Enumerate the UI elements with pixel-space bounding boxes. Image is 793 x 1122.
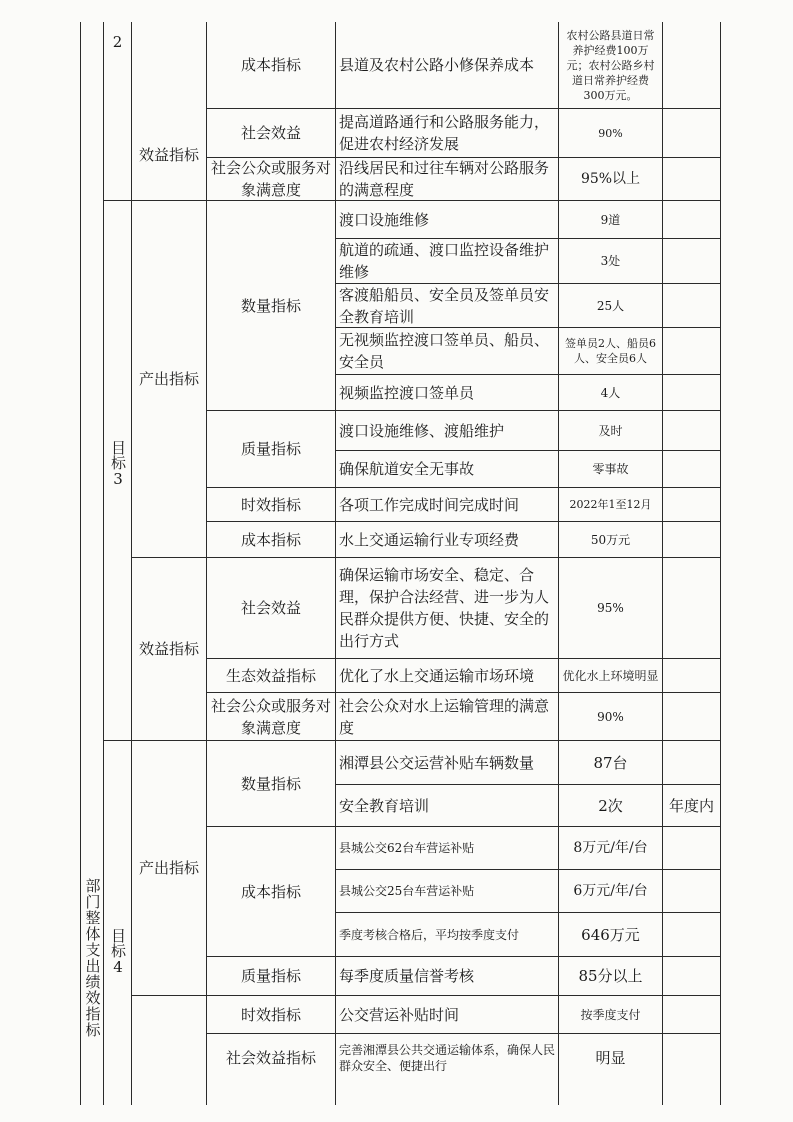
l2-quality: 质量指标 [240, 440, 301, 458]
row-content: 沿线居民和过往车辆对公路服务的满意程度 [339, 159, 550, 199]
l1-output-2: 产出指标 [138, 859, 199, 877]
row-value: 零事故 [592, 462, 629, 476]
l2-timeliness: 时效指标 [240, 495, 301, 514]
row-content: 县城公交62台车营运补贴 [339, 841, 475, 855]
l2-social-benefit: 社会效益 [240, 124, 301, 142]
row-content: 县道及农村公路小修保养成本 [339, 56, 535, 74]
row-value: 农村公路县道日常养护经费100万元；农村公路乡村道日常养护经费300万元。 [566, 28, 655, 102]
row-content: 渡口设施维修 [339, 210, 430, 229]
row-value: 90% [597, 709, 624, 724]
row-value: 2次 [598, 796, 623, 815]
row-value: 按季度支付 [580, 1007, 641, 1022]
l2-social-benefit-3: 社会效益指标 [225, 1049, 316, 1067]
row-value: 90% [598, 126, 623, 140]
row-content: 每季度质量信誉考核 [339, 967, 475, 985]
row-content: 湘潭县公交运营补贴车辆数量 [339, 753, 535, 772]
row-value: 646万元 [581, 925, 640, 944]
l2-cost: 成本指标 [240, 56, 301, 74]
row-value: 87台 [593, 753, 628, 772]
row-value: 明显 [595, 1049, 626, 1067]
l2-satisfaction-2: 社会公众或服务对象满意度 [210, 696, 331, 737]
l2-quantity: 数量指标 [240, 296, 301, 315]
row-value: 9道 [600, 212, 621, 227]
row-value: 25人 [596, 298, 625, 313]
row-content: 优化了水上交通运输市场环境 [339, 666, 535, 685]
row-content: 航道的疏通、渡口监控设备维护维修 [339, 241, 550, 281]
row-value: 8万元/年/台 [573, 840, 648, 856]
l2-quality-2: 质量指标 [240, 967, 301, 985]
row-value: 50万元 [590, 532, 631, 547]
target-2-label: 2 [112, 33, 123, 51]
l2-social-benefit-2: 社会效益 [240, 599, 301, 617]
l1-benefit-2: 效益指标 [138, 640, 199, 658]
row-content: 确保航道安全无事故 [339, 460, 475, 478]
row-content: 视频监控渡口签单员 [339, 383, 475, 402]
l2-cost-2: 成本指标 [240, 530, 301, 549]
l1-benefit-1: 效益指标 [138, 145, 199, 164]
l2-satisfaction: 社会公众或服务对象满意度 [210, 159, 331, 199]
row-content: 提高道路通行和公路服务能力，促进农村经济发展 [339, 113, 550, 153]
row-value: 95% [597, 601, 624, 615]
row-content: 季度考核合格后，平均按季度支付 [339, 927, 520, 942]
row-content: 确保运输市场安全、稳定、合理，保护合法经营、进一步为人民群众提供方便、快捷、安全的出行方式 [339, 566, 550, 650]
row-value: 及时 [598, 423, 623, 438]
row-content: 水上交通运输行业专项经费 [339, 530, 520, 549]
row-extra: 年度内 [668, 796, 714, 815]
target-3-label: 目标3 [109, 440, 127, 488]
l2-ecology: 生态效益指标 [225, 666, 316, 685]
row-content: 渡口设施维修、渡船维护 [339, 421, 505, 440]
row-content: 各项工作完成时间完成时间 [339, 495, 520, 514]
l2-quantity-2: 数量指标 [240, 774, 301, 793]
section-title-vertical [80, 878, 104, 1038]
row-content: 安全教育培训 [339, 796, 430, 815]
row-value: 优化水上环境明显 [562, 668, 659, 683]
section-title-text: 部门整体支出绩效指标 [83, 878, 102, 1038]
l2-timeliness-2: 时效指标 [240, 1005, 301, 1024]
row-content: 无视频监控渡口签单员、船员、安全员 [339, 331, 550, 371]
row-value: 85分以上 [578, 967, 643, 985]
l1-output-1: 产出指标 [138, 370, 199, 388]
row-content: 客渡船船员、安全员及签单员安全教育培训 [339, 285, 550, 326]
row-content: 完善湘潭县公共交通运输体系，确保人民群众安全、便捷出行 [339, 1043, 556, 1073]
l2-cost-3: 成本指标 [240, 882, 301, 901]
row-content: 公交营运补贴时间 [339, 1005, 460, 1024]
row-value: 签单员2人、船员6人、安全员6人 [565, 337, 656, 365]
row-value: 4人 [600, 385, 621, 400]
row-content: 社会公众对水上运输管理的满意度 [339, 696, 550, 737]
target-4-label: 目标4 [109, 928, 127, 976]
row-value: 3处 [600, 254, 621, 268]
row-value: 6万元/年/台 [573, 883, 648, 899]
row-value: 2022年1至12月 [569, 498, 652, 511]
row-content: 县城公交25台车营运补贴 [339, 884, 475, 898]
row-value: 95%以上 [580, 171, 641, 187]
